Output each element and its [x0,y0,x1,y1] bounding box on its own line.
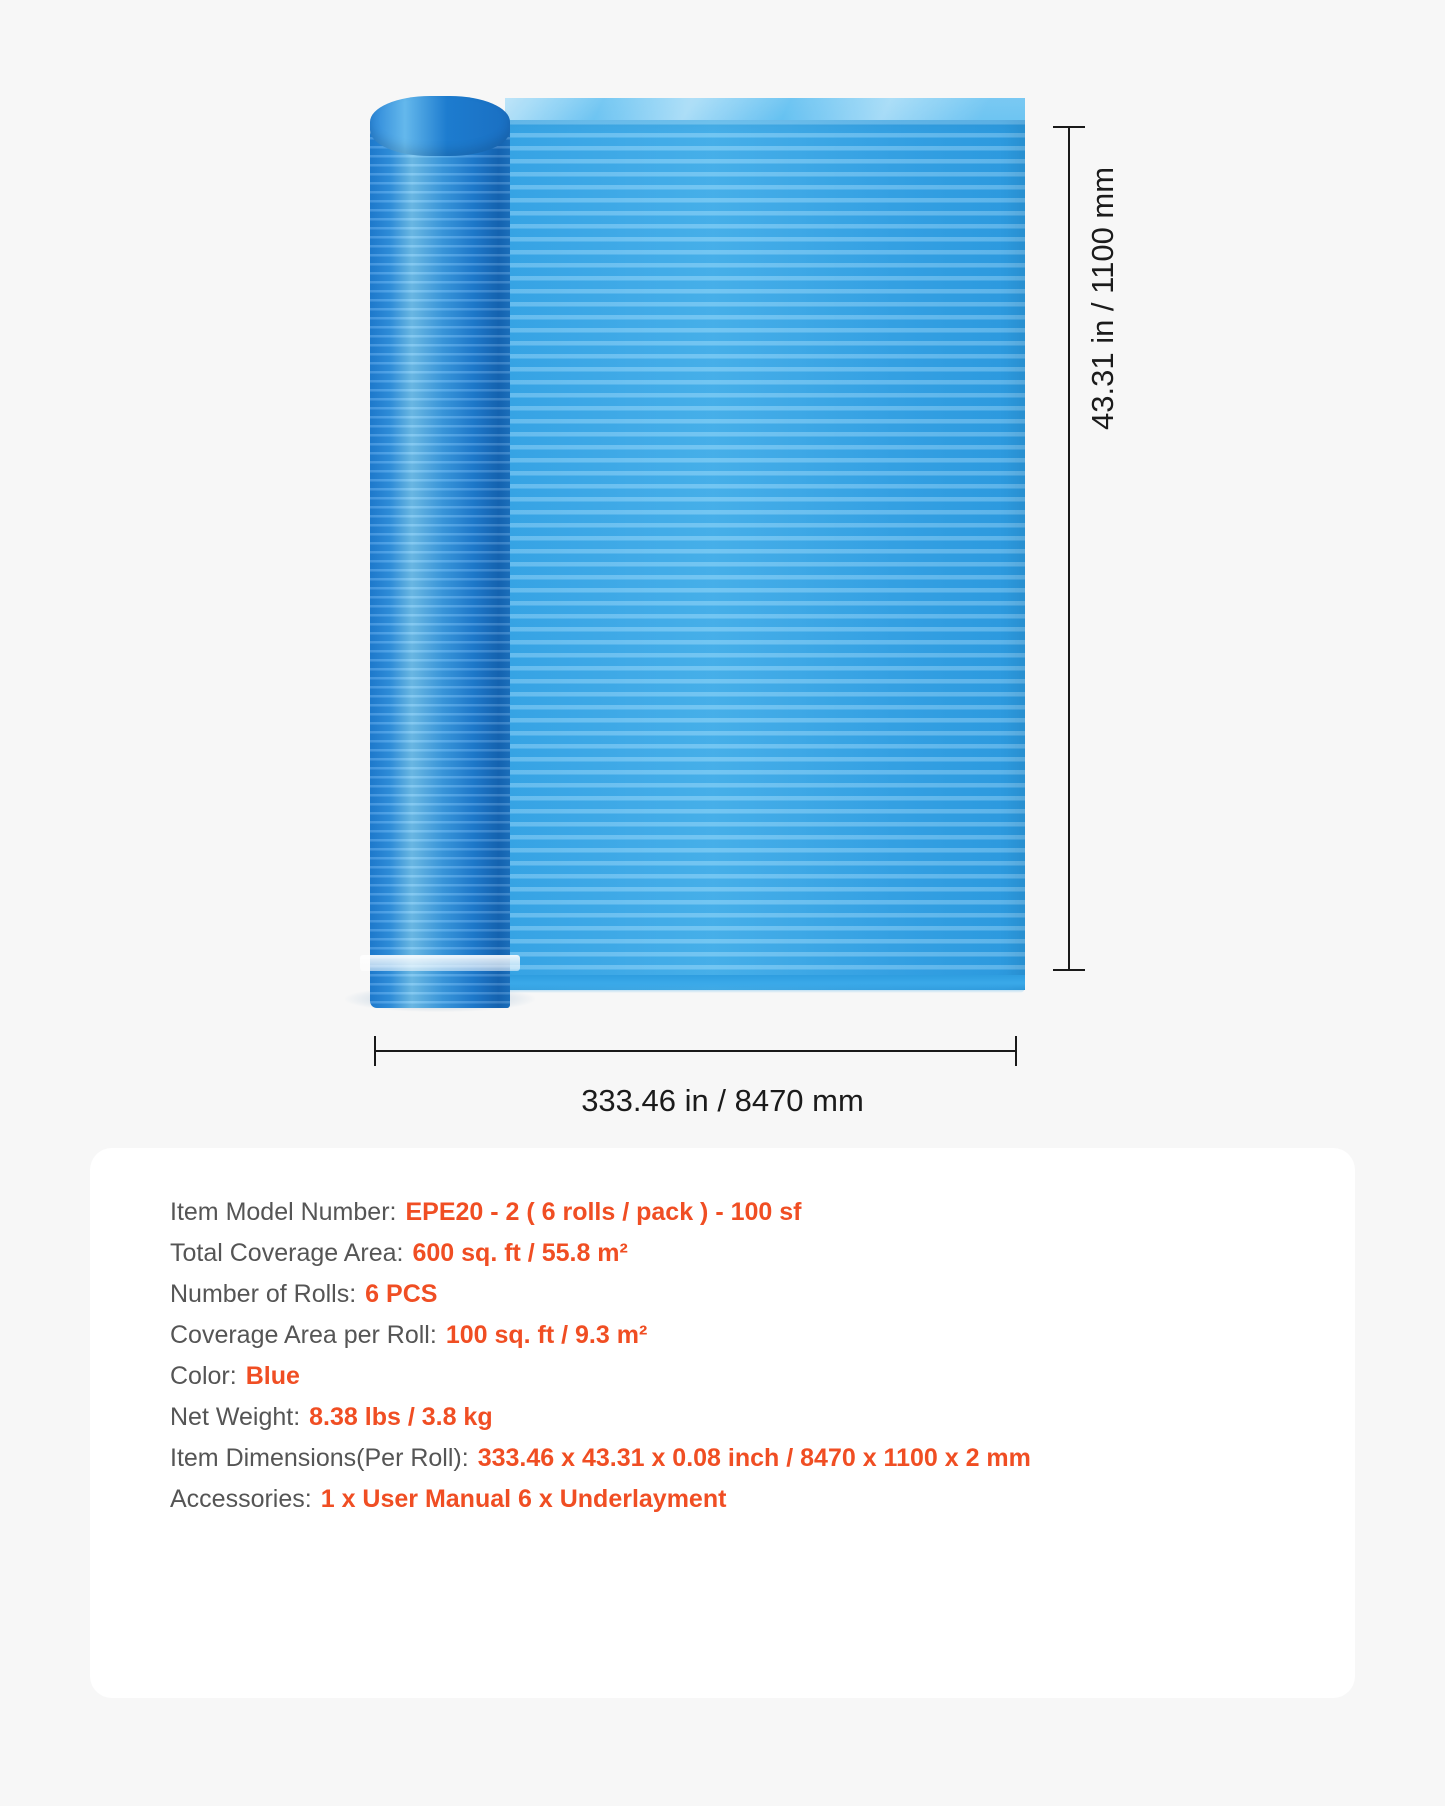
spec-value: 100 sq. ft / 9.3 m² [445,1321,648,1349]
width-dimension-line [374,1050,1017,1052]
spec-label: Item Dimensions(Per Roll): [170,1444,469,1472]
width-dimension-tick-right [1015,1036,1017,1066]
spec-row [170,1198,1315,1227]
width-dimension-tick-left [374,1036,376,1066]
spec-row [170,1485,1315,1514]
spec-row [170,1321,1315,1350]
spec-value: 600 sq. ft / 55.8 m² [412,1239,628,1267]
spec-value: 333.46 x 43.31 x 0.08 inch / 8470 x 1100 x 2 mm [477,1444,1031,1472]
spec-row [170,1239,1315,1268]
spec-row [170,1403,1315,1432]
spec-value: 6 PCS [365,1280,438,1308]
spec-value: EPE20 - 2 ( 6 rolls / pack ) - 100 sf [405,1198,802,1226]
spec-value: Blue [245,1362,300,1390]
foam-roll-body [370,128,510,1008]
height-dimension-label: 43.31 in / 1100 mm [1085,166,1120,430]
width-dimension-label: 333.46 in / 8470 mm [581,1083,864,1118]
spec-label: Number of Rolls: [170,1280,357,1308]
unrolled-foam-sheet [505,120,1025,990]
spec-value: 1 x User Manual 6 x Underlayment [320,1485,727,1513]
sheet-bottom-edge [505,975,1025,993]
spec-row [170,1362,1315,1391]
spec-row [170,1444,1315,1473]
foam-roll-top-cap [370,96,510,156]
height-dimension-line [1068,126,1070,971]
spec-row [170,1280,1315,1309]
height-dimension-tick-top [1053,126,1085,128]
specification-list [170,1198,1315,1526]
spec-label: Color: [170,1362,237,1390]
spec-label: Net Weight: [170,1403,301,1431]
height-dimension-tick-bottom [1053,969,1085,971]
spec-value: 8.38 lbs / 3.8 kg [309,1403,493,1431]
spec-label: Total Coverage Area: [170,1239,404,1267]
spec-label: Item Model Number: [170,1198,397,1226]
spec-label: Accessories: [170,1485,312,1513]
spec-label: Coverage Area per Roll: [170,1321,437,1349]
specification-card [90,1148,1355,1698]
roll-white-band [360,955,520,971]
